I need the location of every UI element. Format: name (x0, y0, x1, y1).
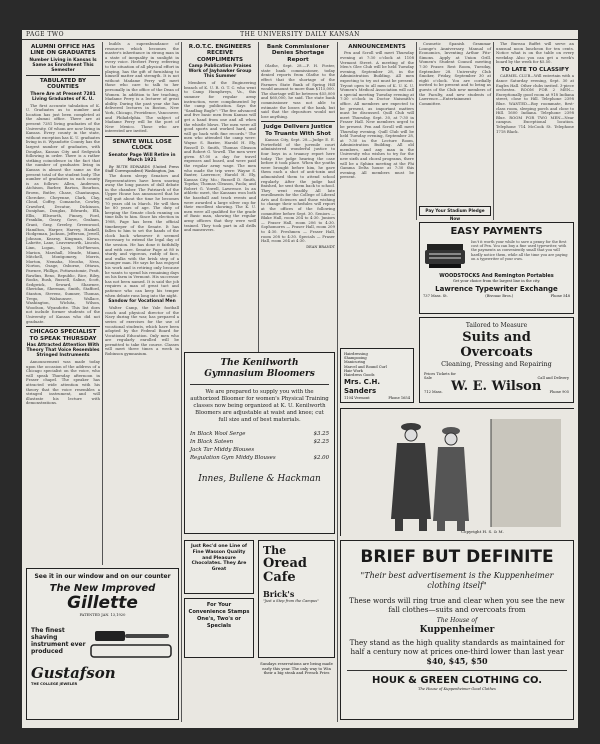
price-row-0: In Black Wool Serge $3.25 (190, 431, 329, 437)
column-7 (496, 42, 574, 220)
paper-title: THE UNIVERSITY DAILY KANSAN (240, 31, 360, 38)
article-perry-body: builds a superabundance of resources which becomes the master's inheritance in strong man in a state of inequality in sunlight in every voice. Herbert Perry, referring to the situation of all physical effort in playing, has the gift of furnishing to himself matter and strength. It is not without Madame Perry will meet those who care to talk to her personally in the office of the Dean of Women. In addition to her teaching, Madame Perry is a lecturer of great ability. During the past year she has delivered lectures in Boston, New York, Chicago, Providence, Vancouver, and Philadelphia. The subject of Madame Perry will be the poet of New Mexico. Those who are interested are invited. (105, 41, 179, 134)
headline-alumni: ALUMNI OFFICE HAS LINE ON GRADUATES (30, 44, 96, 57)
section-tabulated: TABULATED BY COUNTIES (39, 77, 87, 91)
lawrence-phone: Phone 548 (550, 294, 570, 299)
copyright-text: Copyright H. S. & M. (461, 529, 504, 534)
gillette-tag: The finest shaving instrument ever produced (31, 627, 86, 656)
article-sandow-body: Walter Camp, the Yale football coach and physical director of the Navy during the war, has prepared a series of exercises for the use of vocational students, which have been adopted by the Federal Board for Vocational Education. Only men who are regularly enrolled will be permitted to take the course. Classes will meet three times a week in Robinson gymnasium. (105, 305, 179, 357)
chocolates-text: Just Rec'd one Line of Fine Wasson Quality and Pleasure Chocolates. They Are Great (191, 544, 247, 573)
article-alumni-body: The first accurate tabulation of K. U. Graduates as to number and location has just been completed at the alumni office. There are at present 7281 living graduates of the University. Of whom are now living in Kansas. Every county in the state, without exception has K. U. graduates living in it. Wyandotte County has the largest number of graduates, with Douglas, Kansas City and Sedgwick following in order. There is a rather striking coincidence in the fact that the number of graduates living in Kansas is almost the same as the present total of the student body. The number of graduates in each county is as follows: Allen, Anderson, Atchison, Barber, Barton, Bourbon, Brown, Butler, Chase, Chautauqua, Cherokee, Cheyenne, Clark, Clay, Cloud, Coffey, Comanche, Cowley, Crawford, Decatur, Dickinson, Doniphan, Douglas, Edwards, Elk, Ellis, Ellsworth, Finney, Ford, Franklin, Geary, Gove, Graham, Grant, Gray, Greeley, Greenwood, Hamilton, Harper, Harvey, Haskell, Hodgeman, Jackson, Jefferson, Jewell, Johnson, Kearny, Kingman, Kiowa, Labette, Lane, Leavenworth, Lincoln, Linn, Logan, Lyon, McPherson, Marion, Marshall, Meade, Miami, Mitchell, Montgomery, Morris, Morton, Nemaha, Neosho, Ness, Norton, Osage, Osborne, Ottawa, Pawnee, Phillips, Pottawatomie, Pratt, Rawlins, Reno, Republic, Rice, Riley, Rooks, Rush, Russell, Saline, Scott, Sedgwick, Seward, Shawnee, Sheridan, Sherman, Smith, Stafford, Stanton, Stevens, Sumner, Thomas, Trego, Wabaunsee, Wallace, Washington, Wichita, Wilson, Woodson, Wyandotte. This list does not include former students of the University of Kansas who did not graduate. (26, 102, 100, 324)
wilson-left: Prices Tickets for Sale (424, 372, 456, 381)
subhead-alumni: Number Living in Kansas Is Same as Enrollment This Semester (29, 57, 97, 73)
headline-senate: SENATE WILL LOSE CLOCK (112, 138, 172, 152)
brief-brand: Kuppenheimer (419, 625, 495, 635)
sanders-phone: Phone 1654 (388, 396, 410, 401)
ad-kuppenheimer-art (340, 408, 574, 536)
ad-gillette (26, 568, 179, 720)
wilson-addr: 712 Mass. (424, 390, 443, 395)
sanders-line-3: Marcel and Round Curl (344, 364, 387, 369)
stamps-text: For Your Convenience Stamps One's, Two's or Specials (188, 602, 250, 629)
sanders-name: Mrs. C.H. Sanders (344, 378, 380, 396)
easy-body: Isn't it worth your while to save a penny for the first cost of Pen. You can buy a fine used typewriter, with the payments as conveniently small that you will hardly notice them, while all the time you are paying on a typewriter of your own. (471, 240, 568, 261)
gustafson-name: Gustafson (31, 664, 116, 683)
announcements-body: Pen and Scroll will meet Thursday evening at 7:30 o'clock at 1108 Vermont Street. A meeting of the Men's Glee Club will be held Tuesday evening, September 28, in the Administration Building. All men expecting to try out must be present. Tryout open to all men of K. U. K. U. Women's Medical Association will call a special meeting Tuesday evening at 7:30 o'clock in Doctor Naismith's office. All members are expected to be present, as important matters must be discussed. Quill Club will meet Thursday, Sept. 30, at 7:30 in Fraser Hall. New members urged to be present. Pen and Scroll will meet Thursday evening. Quill Club will be held Tuesday evening, September 28, at 7:30 in the Lecture Room, Administration Building. All old members, and any man in the University who wishes to try for the new sixth and choral programs, there will be a Sphinx meeting at the Phi Gamma Delta house at 7:30 this evening. All members must be present. (340, 50, 414, 180)
lawrence-addr: 737 Mass. St. (423, 294, 448, 299)
headline-bank: Bank Commissioner Denies Shortage Report (266, 44, 330, 63)
sanders-line-1: Shampooing (344, 356, 367, 361)
article-chicago-body: Announcement was made today upon the occasion of the address of a Chicago specialist on the voice, who will speak Thursday afternoon in Fraser chapel. The speaker has attracted wide attention with his theory that the voice resembles a stringed instrument, and will illustrate his lecture with demonstrations. (26, 358, 100, 406)
ad-stadium-pledge (419, 206, 491, 221)
sanders-address: 1104 Vermont (344, 396, 370, 401)
sanders-line-4: Hair Work (344, 368, 363, 373)
ad-oread (258, 540, 335, 658)
wilson-sub: Cleaning, Pressing and Repairing (441, 360, 552, 368)
wilson-phone: Phone 905 (549, 390, 569, 395)
oread-name: Oread Cafe (263, 556, 307, 585)
column-6 (419, 42, 491, 202)
ad-kenilworth (184, 352, 335, 534)
article-judge-body: Kansas City, Sept. 28.—Judge E. E. Porterfield of the juvenile court administered wonderful justice to four boys in a truancy report here today. The judge hearing the case before it took place. When the youths were brought before him, he gave them each a shot of anti-toxin and admonished them to attend school regularly. After the judge had finished, he sent them back to school. They went readily. All late enrollments for the College of Liberal Arts and Sciences and those wishing to change their schedules will report at the offices of the following committee before Sept. 30. Seniors — Blake Hall, room 204 to 4:30. Juniors — Fraser Hall, room 206 to 4:30. Sophomores — Fraser Hall, room 209 to 4:30. Freshmen — Fraser Hall, room 208 to 4:30. Specials — Fraser Hall, room 204 at 4:30. (261, 137, 335, 244)
ad-chocolates (184, 540, 254, 594)
headline-sandow: Sandow for Vocational Men (108, 299, 176, 305)
brief-body: These words will ring true and clear when you see the new fall clothes—suits and overcoats from (349, 596, 565, 614)
kenilworth-body: We are prepared to supply you with the authorized Bloomer for women's Physical Training classes now being organized at K. U. Kenilworth Bloomers are adjustable at waist and knee; cut full size and of best materials. (190, 389, 329, 423)
brief-house: The House of (436, 617, 478, 624)
wilson-tag: Tailored to Measure (465, 322, 528, 329)
brief-prices: $40, $45, $50 (426, 656, 488, 666)
kenilworth-signature: Innes, Bullene & Hackman (198, 474, 321, 484)
brief-quote: "Their best advertisement is the Kuppenheimer clothing itself" (360, 571, 554, 590)
oread-the: The (263, 544, 287, 557)
column-7-body: The Bureau Buffet will serve an unusual noon luncheon for ten cents. Notice what is on the table on every weekday. Also you can get a week's board by the week for $5.50. (496, 41, 574, 65)
price-row-1: In Black Sateen $2.25 (190, 439, 329, 445)
wilson-big: Suits and Overcoats (460, 330, 533, 360)
lawrence-title: Lawrence Typewriter Exchange (435, 285, 558, 294)
article-bank-body: Olathe, Sept. 28.—F. H. Foster, state bank commissioner, today denied reports from Olathe to the effect that the shortage of the Farmers State Bank of Spring Hill would amount to more than $115,000. The shortage will be between $55,000 and $60,000, he said. The state bank commissioner was not able to estimate the losses of the bank, but said that the depositors would not lose anything. (261, 63, 335, 119)
ad-brief-but-definite (340, 540, 574, 720)
headline-chicago: CHICAGO SPECIALIST TO SPEAK THURSDAY (29, 329, 97, 342)
lawrence-loc: (Bivouac Bros.) (485, 294, 514, 299)
classifieds-body: CARMEL CLUB—Will entertain with a dance Saturday evening, Sept. 30 at Eagles Hall. Other clubs invited. 3-piece orchestra. ROOM FOR 2 MEN—Exceptionally good room at 918 Indiana street, close to Hill. Telephone 2398 Blue. WANTED—Boy roommate, first-class room, sleeping porch and close to Hill. 1600 Indiana. Telephone 2398 Blue. ROOM FOR TWO MEN—Near campus. Exceptional location. Telephone 714 McCook St. Telephone 1718 Black. (496, 73, 574, 134)
column-1 (26, 42, 100, 565)
woodstocks-sub: Get your choice from the largest line in the city. (452, 279, 541, 283)
gillette-brand: Gillette (67, 593, 138, 613)
newspaper-page (22, 30, 578, 728)
price-row-2: Jack Tar Middy Blouses (190, 447, 255, 453)
article-senate-body: The dozen sleepy Senators and Representatives have been snoring away the long pauses of dull debate in the chamber. The Patriarch of the Upper House has announced that he will quit about the time he becomes 70 years old in March. He will then be 80 years of age. The duty of keeping the Senate clock running on time falls to him. Since his election in 1908, Page has been the official timekeeper of the Senate. It has fallen to him to set the hands of the clock back whenever it seemed necessary to extend the legal day of the session. He has done it faithfully and with care. Senator Page at 80 is sturdy and vigorous, ruddy of face, and walks with the brisk step of a younger man. He says he has enjoyed his work and is retiring only because he wants to spend his remaining days on his farm in Vermont. His successor has not been named. It is said the job requires a man of great tact and patience who can keep his temper when debate runs long into the night. (105, 173, 179, 298)
signed: DEAN BRANDT (306, 244, 335, 249)
subhead-chicago: Has Attracted Attention With Theory That Voice Resembles Stringed Instruments (26, 342, 100, 358)
sanders-line-5: Hairdress Goods (344, 373, 375, 378)
gillette-patent: PATENTED JAN. 13,1920 (79, 613, 126, 617)
gustafson-sub: THE COLLEGE JEWELER (31, 682, 78, 687)
headline-judge: Judge Delivers Justice To Truants With Shot (263, 124, 333, 137)
byline: By RUTH EDWARDS (United Press Staff Correspondent) Washington, Jan. (105, 164, 179, 173)
headline-announcements: ANNOUNCEMENTS (348, 44, 406, 50)
sanders-line-2: Manicuring (344, 360, 366, 365)
sanders-line-0: Hairdressing (344, 352, 368, 356)
easy-title: EASY PAYMENTS (450, 226, 543, 237)
brief-title: BRIEF BUT DEFINITE (360, 547, 554, 567)
oread-brick: Brick's (263, 589, 295, 599)
men-in-overcoats-illustration (341, 409, 575, 537)
brief-body2: They stand as the high quality standards as maintained for half a century now at prices one-third lower than last year (349, 638, 565, 656)
headline-rotc: R.O.T.C. ENGINEERS RECEIVE COMPLIMENTS (188, 44, 252, 63)
column-6-body: Cosmetic Spanish Grammar Lounge's Anniversary, Manual of Economics, Inventing Arthur Fitz-Simons. Apply at Union Grill. Women's Student Council meeting 7:30 Fraser. Rest Room, Tuesday, September 28. University Club Smoker, Friday, September 30 at eight o'clock. You are cordially invited to be present and to bring as guests of the Club new members of the Faculty, and new students of Lawrence.—Entertainment Committee. (419, 41, 491, 106)
ad-stamps (184, 598, 254, 658)
page-number: PAGE TWO (26, 31, 64, 38)
stadium-pledge-text: Pay Your Stadium Pledge Now (425, 208, 485, 221)
column-4 (261, 42, 335, 360)
column-2 (105, 42, 179, 565)
column-3 (184, 42, 256, 360)
ad-sanders (340, 348, 414, 403)
column-5 (340, 42, 414, 300)
gillette-new: The New Improved (49, 583, 156, 594)
ad-easy-payments (419, 222, 574, 314)
article-rotc-body: Members of the Engineering branch of K. U. R. O. T. C. who went to Camp Humphreys, Va., this summer for regular army instruction, were complimented by the camp publication. Says the "Sandbag Bugle": "The five advanced and five basic men from Kansas will get a hand from one and all when the whistle blows. The men were all good sports and worked hard, and will go back with fine records." The men who attended the camp were: Wayne S. Baxter, Harold H. Ely, Russell D. Smith, Thomas Gleason and Robert G. Yowell. The men were given $7.00 a day for travel expenses and board, and were paid the regular army wage. The men who made the trip were: Wayne S. Baxter, Lawrence; Harold H. Ely, Kansas City, Mo.; Russell D. Smith, Topeka; Thomas Gleason, Paola; and Robert G. Yowell, Lawrence. In an athletic meet, the Kansans won both the baseball and track events and were awarded a large silver cup for their excellent showing. The K. U. men were all qualified for the grade of Basic man, showing the regular army officers that they were well trained. They took part in all drills and maneuvers. (184, 80, 256, 233)
razor-icon (91, 621, 173, 661)
headline-to-late: TO LATE TO CLASSIFY (501, 66, 569, 73)
oread-sunday: Sundays reservations are being made early this year. The only way to Win their a big steak and French Fries (260, 661, 333, 676)
houk-sub: The House of Kuppenheimer Good Clothes (418, 687, 496, 691)
houk-name: HOUK & GREEN CLOTHING CO. (371, 675, 543, 686)
typewriter-icon (423, 240, 467, 270)
wilson-name: W. E. Wilson (451, 379, 542, 395)
woodstocks: WOODSTOCKS And Remington Portables (439, 273, 554, 279)
gillette-top: See it in our window and on our counter (34, 573, 171, 580)
masthead (22, 30, 578, 40)
price-row-3: Regulation Gym Middy Blouses $2.00 (190, 455, 329, 461)
ad-wilson (419, 317, 574, 403)
oread-tag: "Just a Step from the Campus" (263, 599, 319, 603)
kenilworth-headline: The Kenilworth Gymnasium Bloomers (204, 358, 315, 379)
subhead-senate: Senator Page Will Retire in March 1921 (108, 152, 176, 163)
subhead-rotc: Camp Publication Praises Work of Jayhawker Group This Summer (188, 64, 252, 80)
subhead-graduates: There Are at Present 7281 Living Graduates of K. U. (30, 91, 96, 102)
wilson-right: Call and Delivery (537, 376, 569, 381)
